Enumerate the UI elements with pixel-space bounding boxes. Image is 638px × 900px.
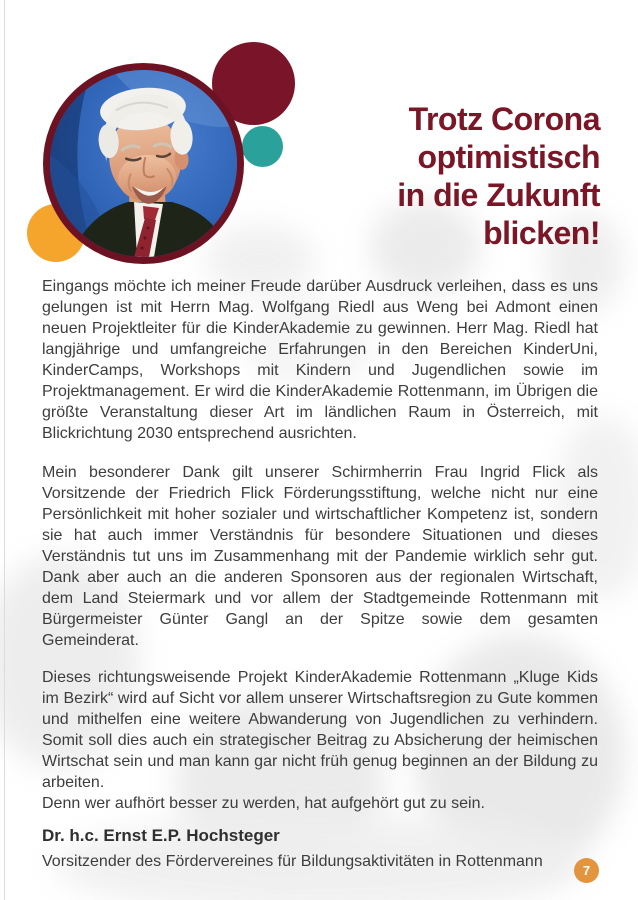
paragraph: Eingangs möchte ich meiner Freude darüber Ausdruck verleihen, dass es uns gelungen ist mit Herrn Mag. Wolfgang Riedl aus Weng bei Admont einen neuen Projektleiter für die KinderAkademie zu gewinnen. Herr Mag. Riedl hat langjährige und umfangreiche Erfahrungen in den Bereichen KinderUni, KinderCamps, Workshops mit Kindern und Jugendlichen sowie im Projektmanagement. Er wird die KinderAkademie Rottenmann, im Übrigen die größte Veranstaltung dieser Art im ländlichen Raum in Österreich, mit Blickrichtung 2030 entsprechend ausrichten.: [42, 278, 598, 442]
page-scan-edge: [4, 0, 5, 900]
portrait-photo: [43, 63, 244, 264]
page-number-badge: [574, 858, 599, 883]
paragraph: Denn wer aufhört besser zu werden, hat aufgehört gut zu sein.: [42, 795, 485, 812]
page-title: [397, 100, 600, 252]
decorative-circle-teal: [242, 126, 283, 167]
paragraph: Mein besonderer Dank gilt unserer Schirmherrin Frau Ingrid Flick als Vorsitzende der Friedrich Flick Förderungsstiftung, welche nicht nur eine Persönlichkeit mit hoher sozialer und wirtschaftlicher Kompetenz ist, sondern sie hat auch immer Verständnis für besondere Situationen und dieses Verständnis tut uns im Zusammenhang mit der Pandemie wirklich sehr gut. Dank aber auch an die anderen Sponsoren aus der regionalen Wirtschaft, dem Land Steiermark und vor allem der Stadtgemeinde Rottenmann mit Bürgermeister Günter Gangl an der Spitze sowie dem gesamten Gemeinderat.: [42, 464, 598, 649]
title-line: optimistisch: [417, 139, 600, 175]
portrait-illustration: [50, 70, 237, 257]
title-line: Trotz Corona: [408, 101, 600, 137]
paragraph: Dieses richtungsweisende Projekt KinderAkademie Rottenmann „Kluge Kids im Bezirk“ wird auf Sicht vor allem unserer Wirtschaftsregion zu Gute kommen und mithelfen eine weitere Abwanderung von Jugendlichen zu verhindern. Somit soll dies auch ein strategischer Beitrag zu Absicherung der heimischen Wirtschat sein und man kann gar nicht früh genug beginnen an der Bildung zu arbeiten.: [42, 669, 598, 791]
body-text: [42, 276, 598, 872]
title-line: in die Zukunft: [397, 177, 600, 213]
title-line: blicken!: [483, 215, 600, 251]
signature-name: Dr. h.c. Ernst E.P. Hochsteger: [42, 826, 280, 845]
signature-role: Vorsitzender des Fördervereines für Bildungsaktivitäten in Rottenmann: [42, 853, 543, 870]
page-number: 7: [582, 863, 591, 878]
